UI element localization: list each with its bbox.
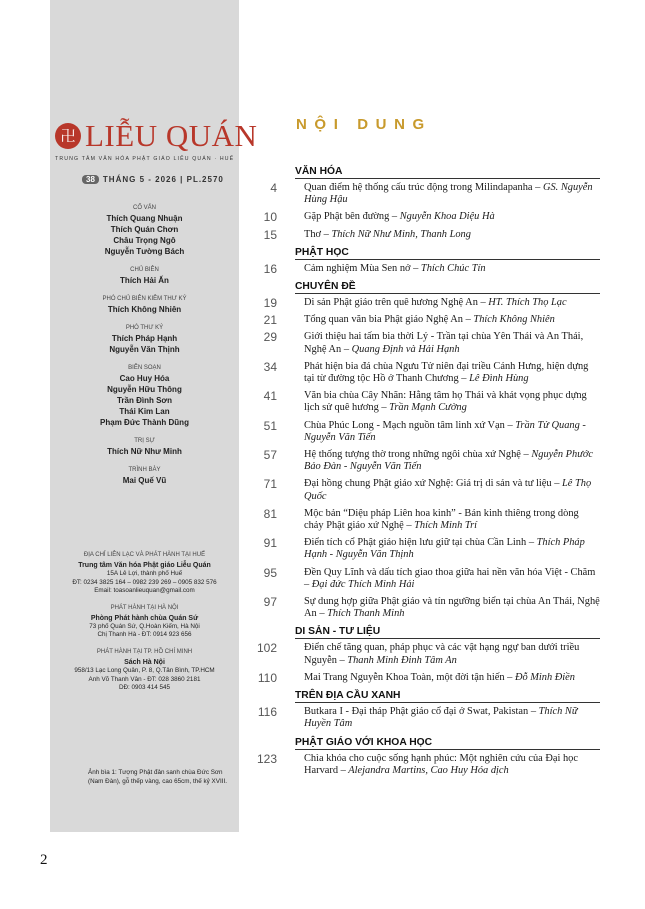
staff-role: BIÊN SOẠN <box>128 365 161 371</box>
toc-entry-title: Di sản Phật giáo trên quê hương Nghệ An <box>304 297 478 309</box>
toc-page-number: 81 <box>263 506 277 521</box>
toc-entry[interactable] <box>255 706 600 730</box>
toc-page-number: 51 <box>263 418 277 433</box>
toc-entry[interactable] <box>255 229 600 241</box>
cover-caption: Ảnh bìa 1: Tượng Phật đản sanh chùa Đức Sơn (Nam Đàn), gỗ thếp vàng, cao 65cm, thế kỷ XVIII. <box>88 769 227 785</box>
toc-entry[interactable] <box>255 753 600 777</box>
toc-entry[interactable] <box>255 297 600 309</box>
contact-block <box>50 552 239 596</box>
staff-group <box>50 325 239 355</box>
toc-entry-author: – Lê Thọ Quốc <box>304 478 592 502</box>
staff-name: Trần Đình Sơn <box>116 396 173 405</box>
contact-title: Phòng Phát hành chùa Quán Sứ <box>90 614 199 622</box>
toc-entry-author: – GS. Nguyễn Hùng Hậu <box>304 182 593 206</box>
staff-name: Nguyễn Tường Bách <box>104 247 185 256</box>
staff-name: Thích Nữ Như Minh <box>107 447 182 456</box>
staff-group <box>50 296 239 315</box>
contact-line: Chị Thanh Hà - ĐT: 0914 923 656 <box>97 631 192 639</box>
toc-page-number: 4 <box>270 181 277 195</box>
toc-entry-title: Tổng quan văn bia Phật giáo Nghệ An <box>304 314 464 326</box>
toc-entry[interactable] <box>255 672 600 684</box>
toc-entry-title: Điển tích cổ Phật giáo hiện lưu giữ tại chùa Cần Linh <box>304 537 527 549</box>
staff-role: TRÌNH BÀY <box>128 467 161 473</box>
staff-name: Nguyễn Văn Thịnh <box>109 345 180 354</box>
toc-page-number: 123 <box>256 751 277 766</box>
toc-section-heading: PHẬT HỌC <box>295 247 600 260</box>
staff-name: Thích Quán Chơn <box>110 225 179 234</box>
toc-entry-author: – Thích Thanh Minh <box>319 608 405 620</box>
toc-entry-title: Đại hồng chung Phật giáo xứ Nghệ: Giá trị di sản và tư liệu <box>304 478 552 490</box>
contact-title: Trung tâm Văn hóa Phật giáo Liễu Quán <box>78 562 211 569</box>
staff-name: Châu Trọng Ngô <box>113 236 176 245</box>
toc-entry-author: – Đỗ Minh Điền <box>507 671 575 683</box>
staff-group <box>50 365 239 428</box>
toc-page-number: 95 <box>263 565 277 580</box>
toc-entry[interactable] <box>255 537 600 561</box>
contact-title: Sách Hà Nội <box>124 658 165 666</box>
toc-page-number: 10 <box>263 210 277 225</box>
toc-page-number: 41 <box>263 389 277 404</box>
contact-line: 15A Lê Lợi, thành phố Huế <box>106 570 183 577</box>
contact-line: Anh Võ Thanh Vân - ĐT: 028 3860 2181 <box>88 675 201 683</box>
toc-entry-title: Đền Quy Lĩnh và dấu tích giao thoa giữa hai nền văn hóa Việt - Chăm <box>304 566 596 578</box>
toc-page-number: 91 <box>263 536 277 551</box>
toc-entry-author: – Thích Nữ Như Minh, Thanh Long <box>323 228 471 240</box>
toc-entry-title: Sự dung hợp giữa Phật giáo và tín ngưỡng biển tại chùa An Thái, Nghệ An <box>304 596 600 620</box>
toc-entry-author: – Thích Không Nhiên <box>465 314 555 326</box>
toc-page-number: 97 <box>263 595 277 610</box>
toc-entry-author: – Thích Chúc Tín <box>413 262 486 274</box>
toc-section-heading: DI SẢN - TƯ LIỆU <box>295 626 600 639</box>
toc-entry-author: – Alejandra Martins, Cao Huy Hóa dịch <box>340 764 509 776</box>
toc-entry-author: – Quang Định và Hải Hạnh <box>343 343 460 355</box>
toc-page-number: 21 <box>263 313 277 328</box>
toc-section-heading: TRÊN ĐỊA CẦU XANH <box>295 690 600 703</box>
issue-info <box>82 175 224 184</box>
toc-page-number: 29 <box>263 330 277 345</box>
staff-name: Thích Hải Ấn <box>120 276 169 285</box>
toc-section-heading: CHUYÊN ĐỀ <box>295 281 600 294</box>
toc-entry-author: – Nguyễn Khoa Diệu Hà <box>391 211 495 223</box>
toc-entry-title: Mộc bản “Diệu pháp Liên hoa kinh” - Bản kinh thiêng trong dòng chảy Phật giáo xứ Nghệ <box>304 507 579 532</box>
toc-entry-author: – Thanh Minh Đinh Tâm An <box>339 654 457 666</box>
staff-name: Thích Pháp Hạnh <box>111 334 178 343</box>
toc-entry[interactable] <box>255 567 600 591</box>
toc-entry-title: Gặp Phật bên đường <box>304 211 390 223</box>
contact-line: Email: toasoanlieuquan@gmail.com <box>94 587 195 595</box>
contents-heading: NỘI DUNG <box>296 116 432 133</box>
toc-page-number: 102 <box>256 641 277 656</box>
staff-role: CHỦ BIÊN <box>130 267 159 273</box>
toc-entry-title: Thơ <box>304 228 322 240</box>
toc-entry[interactable] <box>255 263 600 275</box>
lotus-emblem-icon: 卍 <box>55 123 81 149</box>
staff-group <box>50 467 239 486</box>
toc-page-number: 71 <box>263 477 277 492</box>
toc-page-number: 16 <box>263 261 277 276</box>
toc-entry[interactable] <box>255 182 600 206</box>
staff-name: Nguyễn Hữu Thông <box>107 385 182 394</box>
staff-role: TRỊ SỰ <box>134 438 155 444</box>
toc-page-number: 19 <box>263 296 277 311</box>
toc-entry[interactable] <box>255 211 600 223</box>
toc-entry[interactable] <box>255 449 600 473</box>
toc-section-heading: PHẬT GIÁO VỚI KHOA HỌC <box>295 737 600 750</box>
staff-name: Thích Không Nhiên <box>107 305 182 314</box>
staff-group <box>50 267 239 286</box>
staff-name: Mai Quế Vũ <box>122 476 167 485</box>
issue-number: 38 <box>82 175 99 184</box>
page-number: 2 <box>40 852 48 868</box>
magazine-logo <box>55 118 258 155</box>
toc-entry[interactable] <box>255 361 600 385</box>
toc-entry-title: Butkara I - Đại tháp Phật giáo cổ đại ở Swat, Pakistan <box>304 706 529 718</box>
contact-line: 958/13 Lạc Long Quân, P. 8, Q.Tân Bình, TP.HCM <box>74 666 215 674</box>
toc-page-number: 57 <box>263 448 277 463</box>
staff-name: Thái Kim Lan <box>119 407 170 416</box>
staff-role: PHÓ THƯ KÝ <box>125 325 164 331</box>
toc-entry-title: Chìa khóa cho cuộc sống hạnh phúc: Một nghiên cứu của Đại học Harvard <box>304 752 578 776</box>
contact-line: ĐT: 0234 3825 164 – 0982 239 269 – 0905 832 576 <box>72 578 217 586</box>
toc-entry[interactable] <box>255 478 600 502</box>
toc-entry[interactable] <box>255 331 600 355</box>
contact-info <box>50 552 239 702</box>
toc-entry-title: Cảm nghiệm Mùa Sen nở <box>304 262 411 274</box>
toc-page-number: 110 <box>257 670 277 685</box>
toc-entry-title: Giới thiệu hai tấm bia thời Lý - Trần tại chùa Yên Thái và An Thái, Nghệ An <box>304 331 584 355</box>
staff-role: PHÓ CHỦ BIÊN KIÊM THƯ KÝ <box>102 296 187 302</box>
contact-line: DĐ: 0903 414 545 <box>118 684 171 692</box>
toc-entry-author: – HT. Thích Thọ Lạc <box>480 297 567 309</box>
toc-entry[interactable] <box>255 314 600 326</box>
toc-entry-title: Văn bia chùa Cây Nhãn: Hằng tâm họ Thái và khát vọng phục dựng lịch sử quê hương <box>304 390 587 414</box>
contact-heading: PHÁT HÀNH TẠI HÀ NỘI <box>110 604 179 611</box>
toc-section-heading: VĂN HÓA <box>295 166 600 179</box>
toc-entry[interactable] <box>255 596 600 620</box>
toc-entry-author: – Thích Nữ Huyền Tâm <box>304 706 578 730</box>
toc-entry-author: – Lê Đình Hùng <box>461 373 529 385</box>
toc-entry-author: – Trần Mạnh Cường <box>381 402 467 414</box>
toc-entry-title: Hệ thống tượng thờ trong những ngôi chùa xứ Nghệ <box>304 449 521 461</box>
table-of-contents <box>255 166 600 782</box>
staff-name: Phạm Đức Thành Dũng <box>100 418 189 427</box>
staff-list <box>50 205 239 496</box>
toc-entry[interactable] <box>255 642 600 666</box>
toc-entry-title: Quan điểm hệ thống cấu trúc động trong Milindapanha <box>304 182 533 193</box>
toc-entry[interactable] <box>255 508 600 532</box>
toc-entry-title: Điển chế tăng quan, pháp phục và các vật hạng ngự ban dưới triều Nguyễn <box>304 642 580 666</box>
issue-date: THÁNG 5 - 2026 | PL.2570 <box>102 175 224 184</box>
toc-page-number: 34 <box>263 359 277 374</box>
toc-page-number: 15 <box>263 227 277 242</box>
toc-entry[interactable] <box>255 420 600 444</box>
contact-block <box>50 605 239 640</box>
contact-line: 73 phố Quán Sứ, Q.Hoàn Kiếm, Hà Nội <box>89 622 200 630</box>
toc-page-number: 116 <box>257 705 277 720</box>
contact-block <box>50 649 239 693</box>
toc-entry-author: – Thích Pháp Hạnh - Nguyễn Văn Thịnh <box>304 537 585 561</box>
staff-name: Thích Quang Nhuận <box>106 214 183 223</box>
toc-entry[interactable] <box>255 390 600 414</box>
contact-heading: PHÁT HÀNH TẠI TP. HỒ CHÍ MINH <box>96 648 193 655</box>
toc-entry-title: Mai Trang Nguyễn Khoa Toàn, một đời tận hiến <box>304 671 505 683</box>
magazine-subtitle: TRUNG TÂM VĂN HÓA PHẬT GIÁO LIỄU QUÁN · HUẾ <box>55 156 235 162</box>
toc-entry-author: – Đại đức Thích Minh Hải <box>304 578 415 590</box>
toc-entry-author: – Thích Minh Trí <box>406 520 478 532</box>
staff-group <box>50 438 239 457</box>
toc-entry-author: – Trần Tử Quang - Nguyễn Văn Tiến <box>304 419 586 443</box>
contact-heading: ĐỊA CHỈ LIÊN LẠC VÀ PHÁT HÀNH TẠI HUẾ <box>83 552 206 558</box>
magazine-name: LIỄU QUÁN <box>85 118 258 153</box>
staff-group <box>50 205 239 257</box>
staff-role: CỐ VẤN <box>132 205 156 211</box>
toc-entry-title: Phát hiện bia đá chùa Ngưu Tử niên đại triều Cảnh Hưng, hiện dựng tại từ đường tộc Hồ ở Thanh Chương <box>304 360 589 385</box>
toc-entry-author: – Nguyễn Phước Bảo Đàn - Nguyễn Văn Tiến <box>304 449 594 473</box>
toc-entry-title: Chùa Phúc Long - Mạch nguồn tâm linh xứ Vạn <box>304 419 505 431</box>
staff-name: Cao Huy Hóa <box>119 374 170 383</box>
